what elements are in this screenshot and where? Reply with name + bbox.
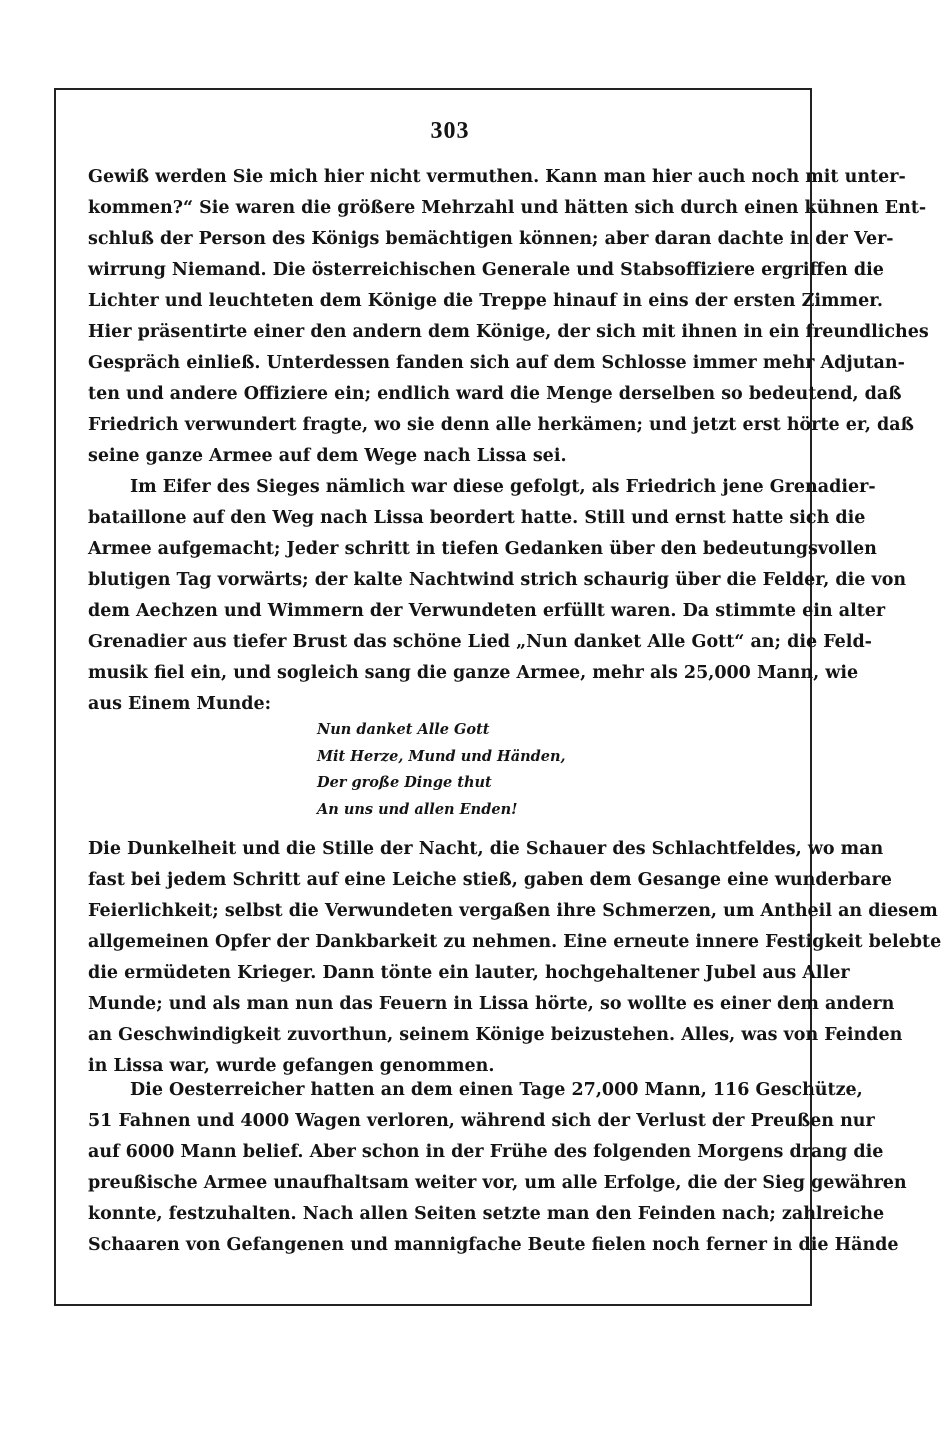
paragraph-4 bbox=[88, 1075, 907, 1261]
text-line: Armee aufgemacht; Jeder schritt in tiefen Gedanken über den bedeutungsvollen bbox=[88, 539, 877, 559]
text-line: seine ganze Armee auf dem Wege nach Lissa sei. bbox=[88, 446, 567, 466]
text-line: allgemeinen Opfer der Dankbarkeit zu nehmen. Eine erneute innere Festigkeit belebte bbox=[88, 932, 941, 952]
text-line: konnte, festzuhalten. Nach allen Seiten setzte man den Feinden nach; zahlreiche bbox=[88, 1204, 885, 1224]
text-line: Schaaren von Gefangenen und mannigfache Beute fielen noch ferner in die Hände bbox=[88, 1235, 899, 1255]
verse-line: An uns und allen Enden! bbox=[317, 800, 518, 818]
text-line: Feierlichkeit; selbst die Verwundeten vergaßen ihre Schmerzen, um Antheil an diesem bbox=[88, 901, 938, 921]
text-line: Gewiß werden Sie mich hier nicht vermuthen. Kann man hier auch noch mit unter- bbox=[88, 167, 906, 187]
text-line: Im Eifer des Sieges nämlich war diese gefolgt, als Friedrich jene Grenadier- bbox=[130, 477, 876, 497]
verse-line: Nun danket Alle Gott bbox=[317, 721, 490, 738]
text-line: preußische Armee unaufhaltsam weiter vor, um alle Erfolge, die der Sieg gewähren bbox=[88, 1173, 907, 1193]
text-line: ten und andere Offiziere ein; endlich ward die Menge derselben so bedeutend, daß bbox=[88, 384, 902, 404]
hymn-verse bbox=[317, 717, 566, 823]
text-line: die ermüdeten Krieger. Dann tönte ein lauter, hochgehaltener Jubel aus Aller bbox=[88, 963, 850, 983]
text-line: bataillone auf den Weg nach Lissa beordert hatte. Still und ernst hatte sich die bbox=[88, 508, 866, 528]
text-line: Munde; und als man nun das Feuern in Lissa hörte, so wollte es einer dem andern bbox=[88, 994, 895, 1014]
text-line: Die Oesterreicher hatten an dem einen Tage 27,000 Mann, 116 Geschütze, bbox=[130, 1080, 863, 1100]
text-line: Gespräch einließ. Unterdessen fanden sich auf dem Schlosse immer mehr Adjutan- bbox=[88, 353, 905, 373]
text-line: Lichter und leuchteten dem Könige die Treppe hinauf in eins der ersten Zimmer. bbox=[88, 291, 883, 311]
text-line: blutigen Tag vorwärts; der kalte Nachtwind strich schaurig über die Felder, die von bbox=[88, 570, 907, 590]
verse-line: Der große Dinge thut bbox=[317, 774, 492, 791]
text-line: Friedrich verwundert fragte, wo sie denn alle herkämen; und jetzt erst hörte er, daß bbox=[88, 415, 914, 435]
text-line: aus Einem Munde: bbox=[88, 694, 272, 714]
text-line: Grenadier aus tiefer Brust das schöne Lied „Nun danket Alle Gott“ an; die Feld- bbox=[88, 632, 872, 652]
text-line: Die Dunkelheit und die Stille der Nacht, die Schauer des Schlachtfeldes, wo man bbox=[88, 839, 884, 859]
text-line: kommen?“ Sie waren die größere Mehrzahl und hätten sich durch einen kühnen Ent- bbox=[88, 198, 927, 218]
text-line: in Lissa war, wurde gefangen genommen. bbox=[88, 1056, 495, 1076]
text-line: fast bei jedem Schritt auf eine Leiche stieß, gaben dem Gesange eine wunderbare bbox=[88, 870, 892, 890]
paragraph-2 bbox=[88, 472, 907, 720]
text-line: dem Aechzen und Wimmern der Verwundeten erfüllt waren. Da stimmte ein alter bbox=[88, 601, 886, 621]
paragraph-3 bbox=[88, 834, 941, 1082]
page-number: 303 bbox=[430, 118, 470, 144]
text-line: Hier präsentirte einer den andern dem Könige, der sich mit ihnen in ein freundliches bbox=[88, 322, 929, 342]
paragraph-1 bbox=[88, 162, 929, 472]
text-line: auf 6000 Mann belief. Aber schon in der Frühe des folgenden Morgens drang die bbox=[88, 1142, 884, 1162]
text-line: wirrung Niemand. Die österreichischen Generale und Stabsoffiziere ergriffen die bbox=[88, 260, 884, 280]
verse-line: Mit Herze, Mund und Händen, bbox=[317, 747, 566, 765]
text-line: 51 Fahnen und 4000 Wagen verloren, während sich der Verlust der Preußen nur bbox=[88, 1111, 875, 1131]
text-line: schluß der Person des Königs bemächtigen können; aber daran dachte in der Ver- bbox=[88, 229, 894, 249]
text-line: musik fiel ein, und sogleich sang die ganze Armee, mehr als 25,000 Mann, wie bbox=[88, 663, 859, 683]
text-line: an Geschwindigkeit zuvorthun, seinem Könige beizustehen. Alles, was von Feinden bbox=[88, 1025, 903, 1045]
